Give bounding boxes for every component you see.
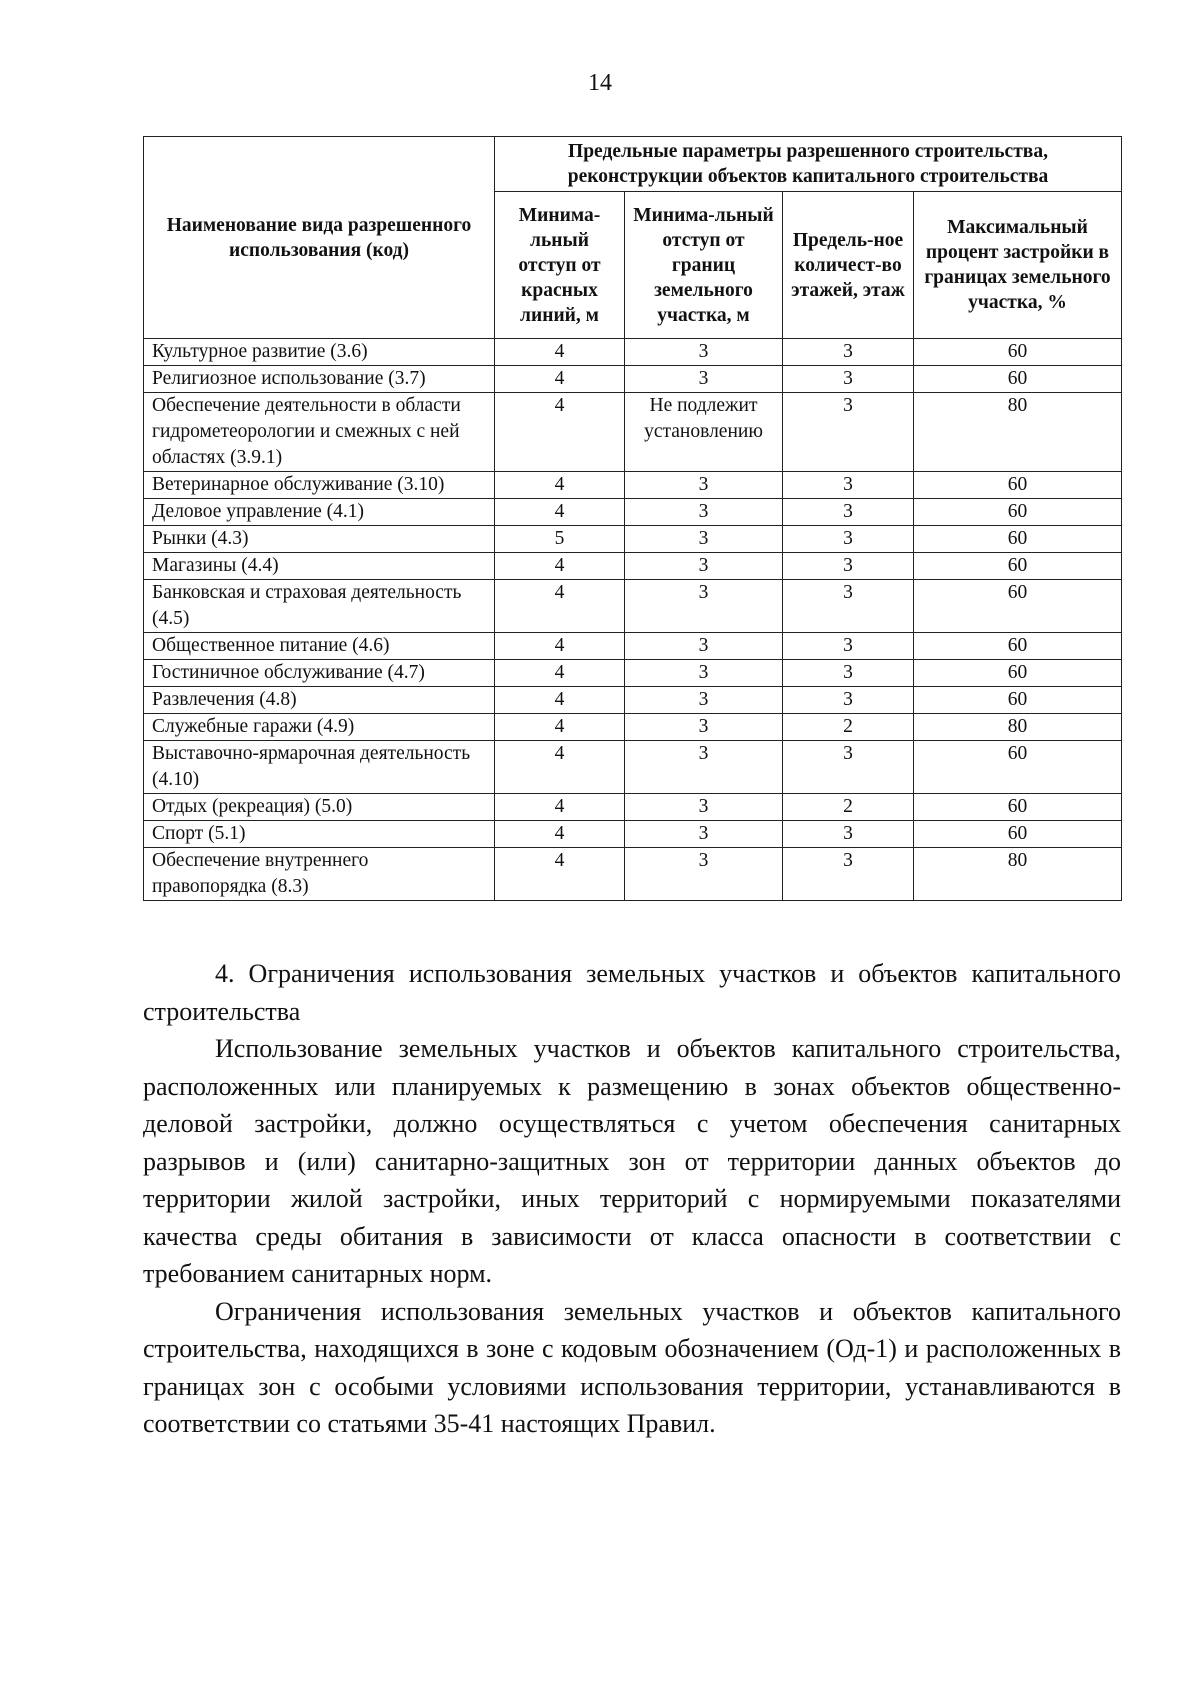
red-lines-cell: 4	[495, 499, 625, 526]
table-row	[144, 339, 1122, 366]
red-lines-cell: 4	[495, 580, 625, 633]
percent-cell: 60	[914, 553, 1122, 580]
percent-cell: 60	[914, 794, 1122, 821]
plot-border-cell: 3	[625, 741, 783, 794]
plot-border-cell: 3	[625, 499, 783, 526]
table-row	[144, 499, 1122, 526]
red-lines-cell: 4	[495, 366, 625, 393]
plot-border-cell: 3	[625, 580, 783, 633]
table-row	[144, 687, 1122, 714]
floors-cell: 3	[783, 741, 914, 794]
red-lines-cell: 5	[495, 526, 625, 553]
floors-cell: 3	[783, 687, 914, 714]
percent-cell: 80	[914, 393, 1122, 472]
row-name-cell: Банковская и страховая деятельность (4.5)	[144, 580, 495, 633]
paragraph: Ограничения использования земельных участков и объектов капитального строительства, находящихся в зоне с кодовым обозначением (Од-1) и расположенных в границах зон с особыми условиями использования территории, устанавливаются в соответствии со статьями 35-41 настоящих Правил.	[143, 1296, 1121, 1438]
red-lines-cell: 4	[495, 741, 625, 794]
percent-cell: 80	[914, 848, 1122, 901]
row-name-cell: Отдых (рекреация) (5.0)	[144, 794, 495, 821]
row-name-cell: Рынки (4.3)	[144, 526, 495, 553]
red-lines-cell: 4	[495, 472, 625, 499]
plot-border-cell: 3	[625, 714, 783, 741]
red-lines-cell: 4	[495, 393, 625, 472]
floors-cell: 3	[783, 339, 914, 366]
plot-border-cell: 3	[625, 687, 783, 714]
percent-cell: 60	[914, 472, 1122, 499]
table-row	[144, 526, 1122, 553]
row-name-cell: Обеспечение деятельности в области гидрометеорологии и смежных с ней областях (3.9.1)	[144, 393, 495, 472]
red-lines-cell: 4	[495, 687, 625, 714]
floors-cell: 3	[783, 472, 914, 499]
section-text	[143, 955, 1121, 1443]
floors-cell: 3	[783, 633, 914, 660]
floors-cell: 3	[783, 848, 914, 901]
floors-cell: 3	[783, 821, 914, 848]
floors-cell: 2	[783, 714, 914, 741]
plot-border-cell: 3	[625, 526, 783, 553]
table-row	[144, 794, 1122, 821]
table-row	[144, 553, 1122, 580]
col-header-percent: Максимальный процент застройки в границах земельного участка, %	[914, 192, 1122, 339]
percent-cell: 60	[914, 821, 1122, 848]
plot-border-cell: 3	[625, 821, 783, 848]
row-name-cell: Деловое управление (4.1)	[144, 499, 495, 526]
percent-cell: 80	[914, 714, 1122, 741]
table-row	[144, 472, 1122, 499]
row-name-cell: Выставочно-ярмарочная деятельность (4.10)	[144, 741, 495, 794]
table-row	[144, 848, 1122, 901]
col-header-plot-border: Минима-льный отступ от границ земельного участка, м	[625, 192, 783, 339]
table-body	[144, 339, 1122, 901]
parameters-table	[143, 136, 1122, 901]
percent-cell: 60	[914, 499, 1122, 526]
row-name-cell: Обеспечение внутреннего правопорядка (8.3)	[144, 848, 495, 901]
percent-cell: 60	[914, 687, 1122, 714]
col-header-floors: Предель-ное количест-во этажей, этаж	[783, 192, 914, 339]
plot-border-cell: 3	[625, 794, 783, 821]
floors-cell: 3	[783, 660, 914, 687]
percent-cell: 60	[914, 633, 1122, 660]
paragraph: Использование земельных участков и объектов капитального строительства, расположенных или планируемых к размещению в зонах объектов общественно-деловой застройки, должно осуществляться с учетом обеспечения санитарных разрывов и (или) санитарно-защитных зон от территории данных объектов до территории жилой застройки, иных территорий с нормируемыми показателями качества среды обитания в зависимости от класса опасности в соответствии с требованием санитарных норм.	[143, 1034, 1121, 1288]
percent-cell: 60	[914, 339, 1122, 366]
floors-cell: 3	[783, 526, 914, 553]
percent-cell: 60	[914, 660, 1122, 687]
col-header-red-lines: Минима-льный отступ от красных линий, м	[495, 192, 625, 339]
row-name-cell: Гостиничное обслуживание (4.7)	[144, 660, 495, 687]
red-lines-cell: 4	[495, 794, 625, 821]
floors-cell: 3	[783, 499, 914, 526]
table-row	[144, 633, 1122, 660]
table-row	[144, 741, 1122, 794]
row-name-cell: Служебные гаражи (4.9)	[144, 714, 495, 741]
red-lines-cell: 4	[495, 821, 625, 848]
percent-cell: 60	[914, 366, 1122, 393]
table-row	[144, 580, 1122, 633]
red-lines-cell: 4	[495, 848, 625, 901]
table-row	[144, 821, 1122, 848]
page-number: 14	[588, 70, 612, 96]
row-name-cell: Магазины (4.4)	[144, 553, 495, 580]
table-row	[144, 660, 1122, 687]
red-lines-cell: 4	[495, 339, 625, 366]
percent-cell: 60	[914, 526, 1122, 553]
plot-border-cell: 3	[625, 848, 783, 901]
red-lines-cell: 4	[495, 633, 625, 660]
row-name-cell: Религиозное использование (3.7)	[144, 366, 495, 393]
plot-border-cell: 3	[625, 339, 783, 366]
red-lines-cell: 4	[495, 660, 625, 687]
floors-cell: 3	[783, 553, 914, 580]
row-name-cell: Общественное питание (4.6)	[144, 633, 495, 660]
plot-border-cell: 3	[625, 553, 783, 580]
row-name-cell: Культурное развитие (3.6)	[144, 339, 495, 366]
row-name-cell: Развлечения (4.8)	[144, 687, 495, 714]
plot-border-cell: 3	[625, 366, 783, 393]
plot-border-cell: 3	[625, 633, 783, 660]
percent-cell: 60	[914, 580, 1122, 633]
percent-cell: 60	[914, 741, 1122, 794]
group-header: Предельные параметры разрешенного строительства, реконструкции объектов капитального строительства	[495, 137, 1122, 192]
section-heading: 4. Ограничения использования земельных участков и объектов капитального строительства	[143, 959, 1121, 1026]
plot-border-cell: Не подлежит установлению	[625, 393, 783, 472]
name-column-header: Наименование вида разрешенного использования (код)	[144, 137, 495, 339]
floors-cell: 2	[783, 794, 914, 821]
row-name-cell: Спорт (5.1)	[144, 821, 495, 848]
floors-cell: 3	[783, 580, 914, 633]
table-row	[144, 393, 1122, 472]
table-row	[144, 714, 1122, 741]
plot-border-cell: 3	[625, 472, 783, 499]
red-lines-cell: 4	[495, 714, 625, 741]
red-lines-cell: 4	[495, 553, 625, 580]
floors-cell: 3	[783, 366, 914, 393]
floors-cell: 3	[783, 393, 914, 472]
row-name-cell: Ветеринарное обслуживание (3.10)	[144, 472, 495, 499]
plot-border-cell: 3	[625, 660, 783, 687]
table-row	[144, 366, 1122, 393]
